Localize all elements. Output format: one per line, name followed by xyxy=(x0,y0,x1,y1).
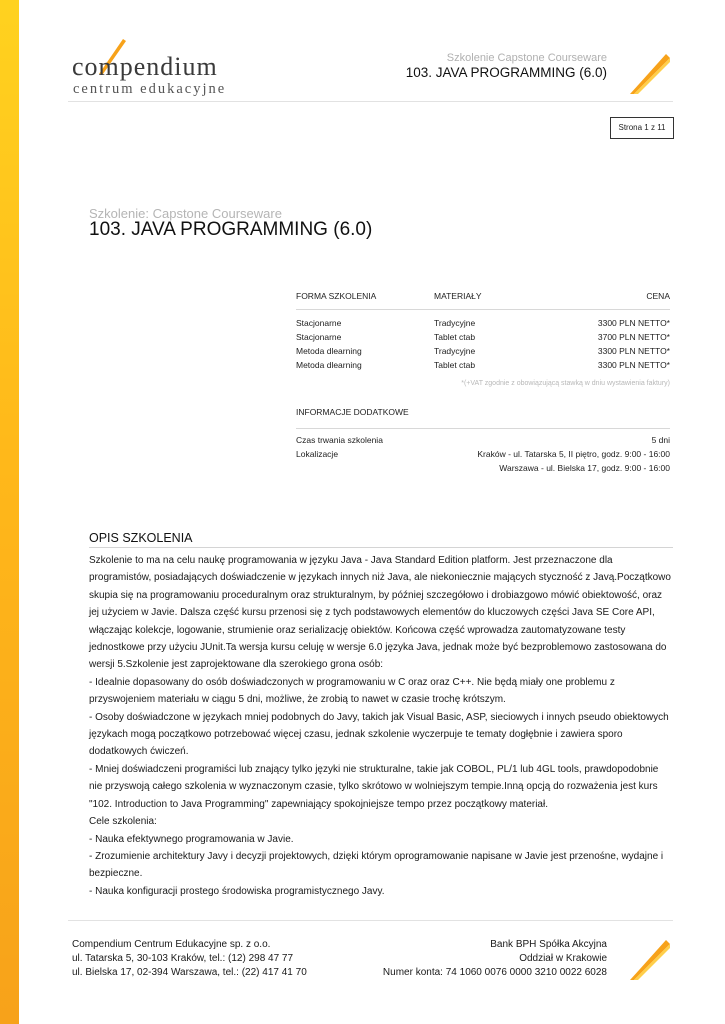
header-divider xyxy=(68,101,673,102)
location-warszawa: Warszawa - ul. Bielska 17, godz. 9:00 - 16:00 xyxy=(499,463,670,473)
bank-branch: Oddział w Krakowie xyxy=(519,953,607,964)
description-paragraph: Cele szkolenia: xyxy=(89,816,157,828)
address-warszawa: ul. Bielska 17, 02-394 Warszawa, tel.: (22) 417 41 70 xyxy=(72,967,307,978)
duration-label: Czas trwania szkolenia xyxy=(296,435,383,445)
company-name: Compendium Centrum Edukacyjne sp. z o.o. xyxy=(72,939,271,950)
pricing-table-body xyxy=(296,316,670,372)
description-paragraph: - Nauka efektywnego programowania w Javie. xyxy=(89,833,294,845)
cell-form: Metoda dlearning xyxy=(296,346,362,356)
description-paragraph: - Osoby doświadczone w językach mniej podobnych do Javy, takich jak Visual Basic, ASP, sieciowych i innych pseudo obiektowych językach mogą początkowo potrzebować więcej czasu, jednak szkolenie wyczerpuje te tematy dogłębnie i zawiera sporo dodatkowych ćwiczeń. xyxy=(89,711,669,758)
cell-price: 3300 PLN NETTO* xyxy=(597,360,670,370)
description-paragraph: - Nauka konfiguracji prostego środowiska programistycznego Javy. xyxy=(89,885,385,897)
description-paragraph: - Zrozumienie architektury Javy i decyzji projektowych, dzięki którym oprogramowanie napisane w Javie jest przenośne, wydajne i bezpieczne. xyxy=(89,850,664,880)
cell-price: 3300 PLN NETTO* xyxy=(597,318,670,328)
bank-name: Bank BPH Spółka Akcyjna xyxy=(490,939,607,950)
info-table xyxy=(296,433,670,475)
header-slash-icon xyxy=(628,52,672,96)
info-heading: INFORMACJE DODATKOWE xyxy=(296,407,409,417)
description-divider xyxy=(89,547,673,548)
cell-materials: Tablet ctab xyxy=(434,332,476,342)
header-materials: MATERIAŁY xyxy=(434,291,482,301)
cell-price: 3700 PLN NETTO* xyxy=(597,332,670,342)
header-subtitle: Szkolenie Capstone Courseware xyxy=(446,52,607,64)
table-row xyxy=(296,330,670,344)
cell-form: Stacjonarne xyxy=(296,332,342,342)
description-paragraph: - Idealnie dopasowany do osób doświadczonych w programowaniu w C oraz oraz C++. Nie będą miały one problemu z przyswojeniem materiału w ciągu 5 dni, możliwe, że zrobią to nawet w czasie trochę krótszym. xyxy=(89,676,615,706)
compendium-logo xyxy=(72,36,232,100)
side-accent-bar xyxy=(0,0,19,1024)
cell-form: Stacjonarne xyxy=(296,318,342,328)
cell-materials: Tradycyjne xyxy=(434,346,476,356)
info-row-location xyxy=(296,447,670,461)
cell-price: 3300 PLN NETTO* xyxy=(597,346,670,356)
vat-note: *(+VAT zgodnie z obowiązującą stawką w dniu wystawienia faktury) xyxy=(461,380,670,387)
description-paragraph: Szkolenie to ma na celu naukę programowania w języku Java - Java Standard Edition platform. Jest przeznaczone dla programistów, posiadających doświadczenie w językach innych niż Java, ale niekoniecznie mających styczność z Javą.Początkowo skupia się na programowaniu proceduralnym oraz strukturalnym, by później szczegółowo i drobiazgowo mówić obiektowość, oraz jej użyciem w Javie. Dalsza część kursu przenosi się z tych podstawowych elementów do kluczowych części Java SE Core API, włączając kolekcje, logowanie, strumienie oraz serializację obiektów. Końcowa część wprowadza zautomatyzowane testy jednostkowe przy użyciu JUnit.Ta wersja kursu celuję w wersje 6.0 języka Java, jednak może być bezproblemowo zastosowana do wersji 5.Szkolenie jest zaprojektowane dla szerokiego grona osób: xyxy=(89,555,671,671)
description-paragraph: - Mniej doświadczeni programiści lub znający tylko języki nie strukturalne, takie jak COBOL, PL/1 lub 4GL tools, prawdopodobnie nie przyswoją całego szkolenia w wyznaczonym czasie, tylko skrótowo w wolniejszym tempie.Inną opcją do rozważenia jest kurs "102. Introduction to Java Programming" zapewniający spokojniejsze tempo przez początkowy materiał. xyxy=(89,763,659,810)
table-row xyxy=(296,344,670,358)
bank-account: Numer konta: 74 1060 0076 0000 3210 0022 6028 xyxy=(382,967,607,978)
footer-bank xyxy=(383,938,607,980)
description-heading: OPIS SZKOLENIA xyxy=(89,531,193,545)
table-row xyxy=(296,358,670,372)
address-krakow: ul. Tatarska 5, 30-103 Kraków, tel.: (12) 298 47 77 xyxy=(72,953,294,964)
header-price: CENA xyxy=(646,291,670,301)
location-krakow: Kraków - ul. Tatarska 5, II piętro, godz. 9:00 - 16:00 xyxy=(477,449,670,459)
pricing-table-header xyxy=(296,289,670,303)
cell-materials: Tradycyjne xyxy=(434,318,476,328)
footer-slash-icon xyxy=(628,938,672,982)
footer-company xyxy=(72,938,307,980)
duration-value: 5 dni xyxy=(651,435,670,445)
info-row-location-2 xyxy=(296,461,670,475)
location-label: Lokalizacje xyxy=(296,449,339,459)
footer-divider xyxy=(68,920,673,921)
cell-materials: Tablet ctab xyxy=(434,360,476,370)
info-row-duration xyxy=(296,433,670,447)
header-form: FORMA SZKOLENIA xyxy=(296,291,377,301)
document-title: 103. JAVA PROGRAMMING (6.0) xyxy=(89,219,373,240)
header-title: 103. JAVA PROGRAMMING (6.0) xyxy=(405,65,607,80)
info-divider xyxy=(296,428,670,429)
logo-wordmark: compendium xyxy=(72,52,218,81)
pricing-header-divider xyxy=(296,309,670,310)
logo-tagline: centrum edukacyjne xyxy=(73,81,227,97)
page-indicator: Strona 1 z 11 xyxy=(610,117,674,139)
document-subtitle: Szkolenie: Capstone Courseware xyxy=(89,206,282,221)
cell-form: Metoda dlearning xyxy=(296,360,362,370)
table-row xyxy=(296,316,670,330)
description-body xyxy=(89,552,671,900)
